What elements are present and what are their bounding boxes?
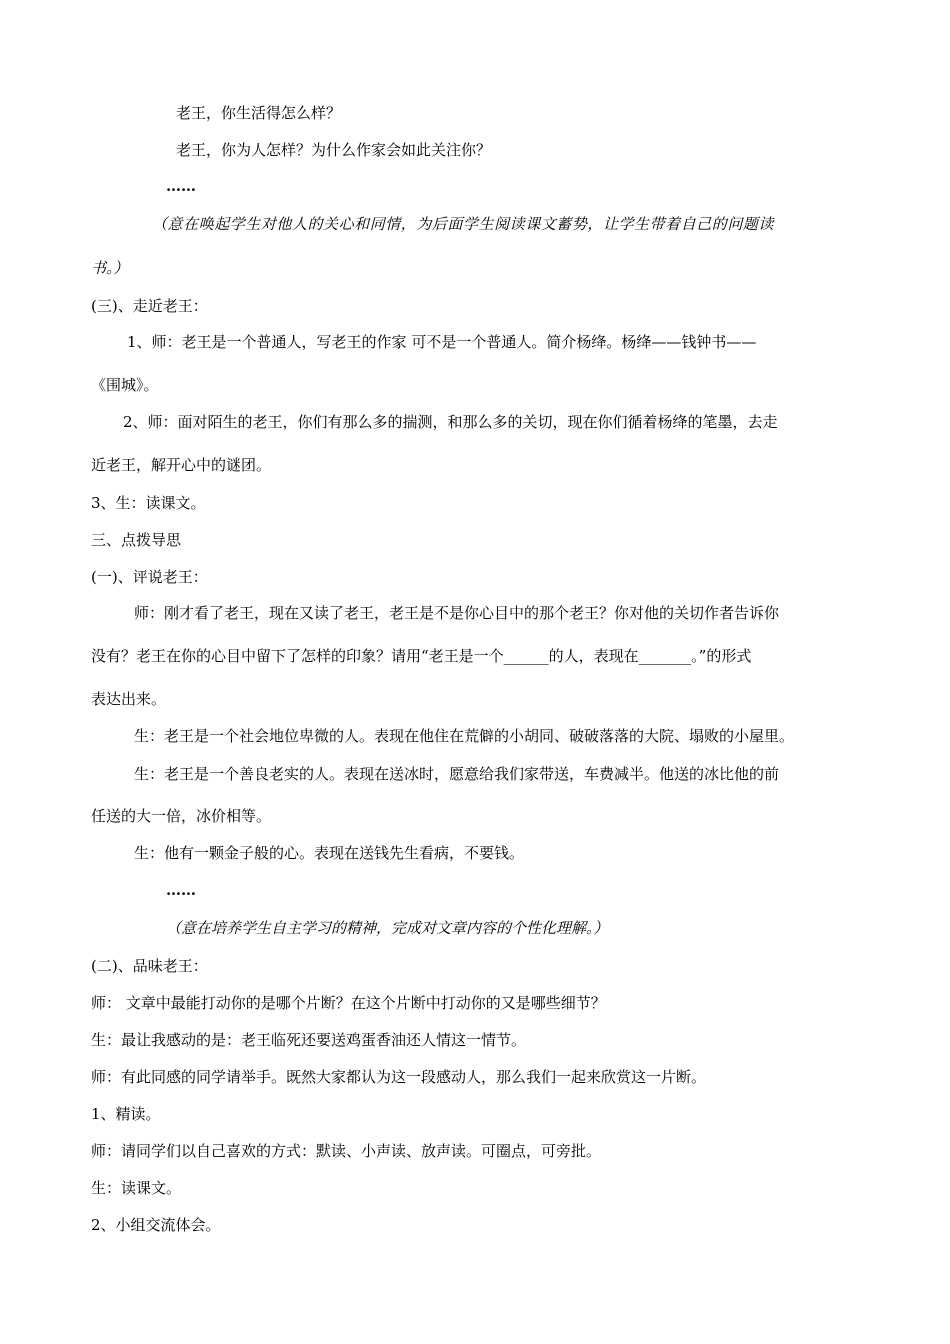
paragraph-line: 生：他有一颗金子般的心。表现在送钱先生看病，不要钱。 [134,844,525,862]
paragraph-line: 表达出来。 [91,690,167,708]
paragraph-line: 生：老王是一个善良老实的人。表现在送冰时，愿意给我们家带送，车费减半。他送的冰比他的前 [134,765,780,783]
paragraph-line: 生：最让我感动的是：老王临死还要送鸡蛋香油还人情这一情节。 [91,1031,527,1049]
section-heading: (二)、品味老王： [91,957,208,975]
paragraph-line: 《围城》。 [91,376,159,394]
paragraph-line: 1、师：老王是一个普通人，写老王的作家 可不是一个普通人。简介杨绛。杨绛——钱钟书—— [127,333,757,351]
paragraph-line: 2、小组交流体会。 [91,1216,221,1234]
section-heading: (一)、评说老王： [91,568,208,586]
ellipsis: …… [166,177,196,195]
paragraph-line: 生：老王是一个社会地位卑微的人。表现在他住在荒僻的小胡同、破破落落的大院、塌败的小屋里。 [134,727,795,745]
paragraph-line: 师：请同学们以自己喜欢的方式：默读、小声读、放声读。可圈点，可旁批。 [91,1142,602,1160]
design-intent-note-cont: 书。） [91,259,129,277]
design-intent-note: （意在唤起学生对他人的关心和同情，为后面学生阅读课文蓄势，让学生带着自己的问题读 [152,215,775,233]
paragraph-line: 任送的大一倍，冰价相等。 [91,807,272,825]
paragraph-line: 师：刚才看了老王，现在又读了老王，老王是不是你心目中的那个老王？你对他的关切作者告诉你 [134,604,780,622]
question-line: 老王，你生活得怎么样？ [176,104,342,122]
design-intent-note: （意在培养学生自主学习的精神，完成对文章内容的个性化理解。） [166,919,609,937]
paragraph-line: 师：有此同感的同学请举手。既然大家都认为这一段感动人，那么我们一起来欣赏这一片断。 [91,1068,707,1086]
paragraph-line: 2、师：面对陌生的老王，你们有那么多的揣测，和那么多的关切，现在你们循着杨绛的笔墨，去走 [123,413,778,431]
ellipsis: …… [166,881,196,899]
paragraph-line: 1、精读。 [91,1105,161,1123]
section-heading: (三)、走近老王： [91,297,208,315]
paragraph-line: 3、生：读课文。 [91,494,206,512]
paragraph-line: 没有？老王在你的心目中留下了怎样的印象？请用“老王是一个______的人，表现在_______。”的形式 [91,647,752,665]
paragraph-line: 近老王，解开心中的谜团。 [91,456,272,474]
question-line: 老王，你为人怎样？为什么作家会如此关注你？ [176,141,492,159]
paragraph-line: 师： 文章中最能打动你的是哪个片断？在这个片断中打动你的又是哪些细节？ [91,994,606,1012]
paragraph-line: 生：读课文。 [91,1179,182,1197]
section-heading: 三、点拨导思 [91,531,182,549]
